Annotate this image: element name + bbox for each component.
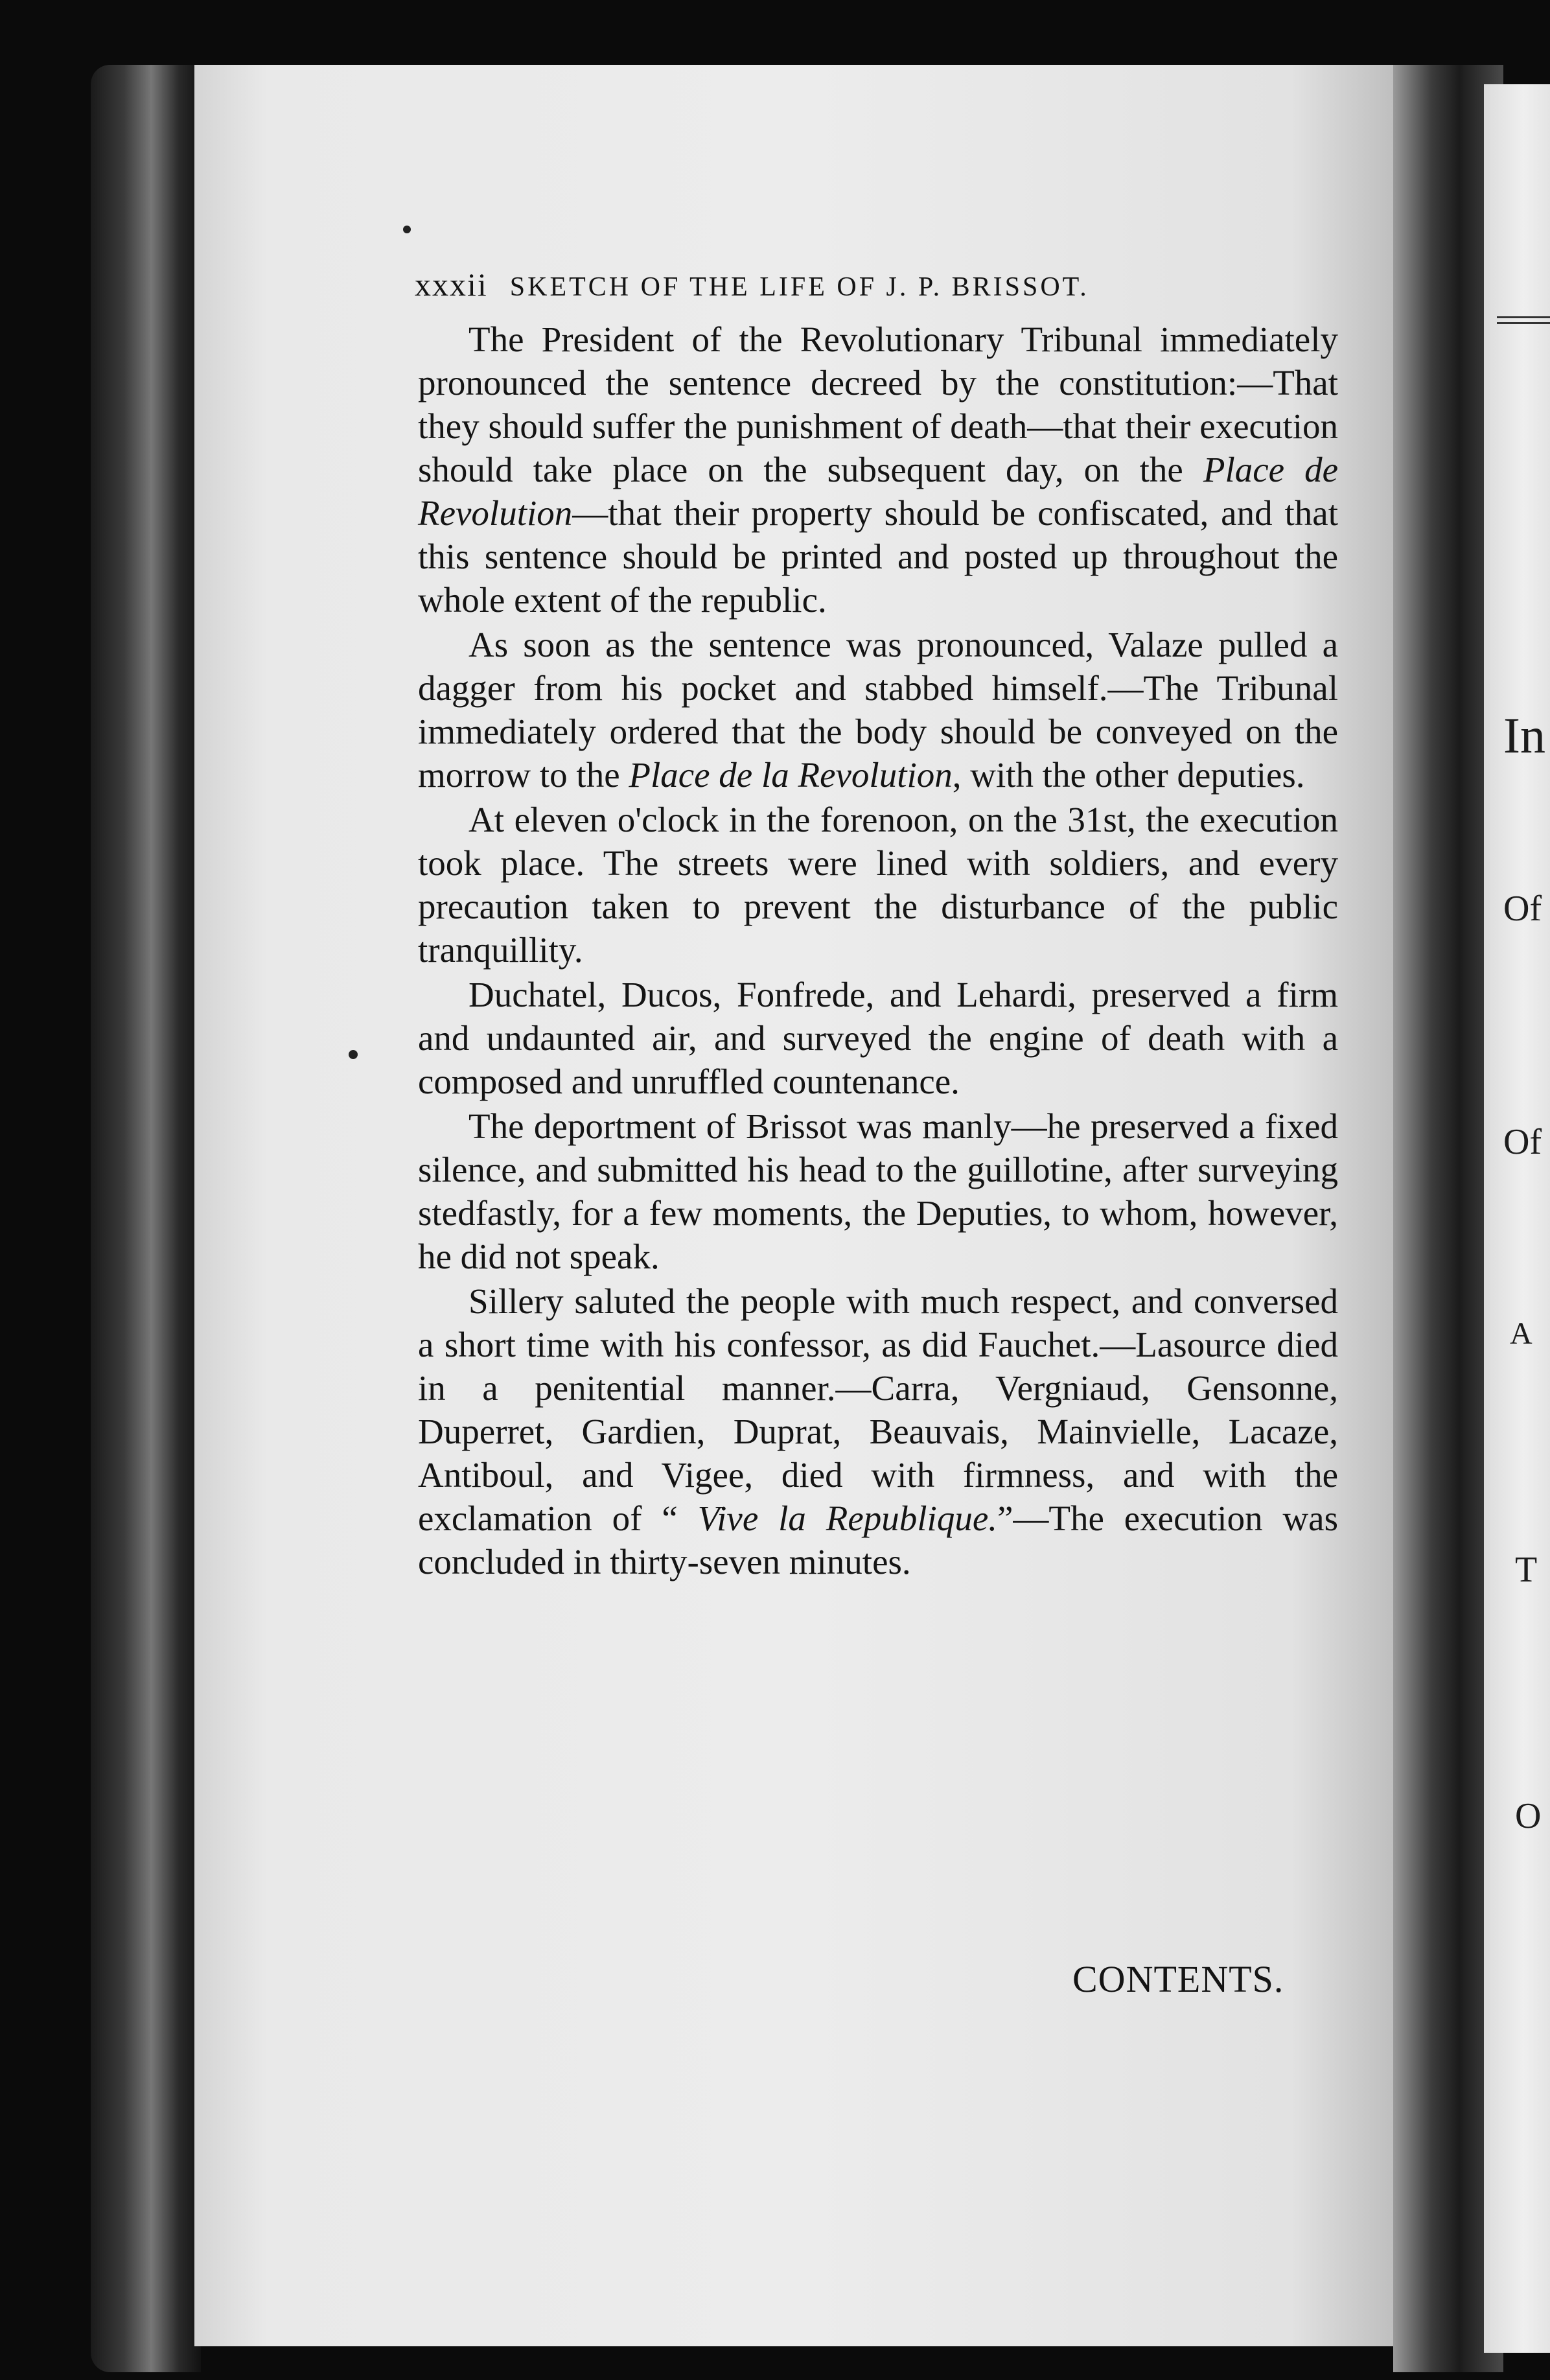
running-header — [415, 266, 1361, 303]
text-run: —that their property should be confiscated, and that this sentence should be printed and posted up throughout the whole extent of the republic. — [418, 493, 1338, 620]
paragraph — [418, 623, 1338, 797]
facing-fragment: A — [1510, 1316, 1533, 1351]
facing-fragment: T — [1515, 1550, 1538, 1590]
text-run: Sillery saluted the people with much respect, and conversed a short time with his confessor, as did Fauchet.—Lasource died in a penitential manner.—Carra, Vergniaud, Gensonne, Duperret, Gardien, Duprat, Beauvais, Mainvielle, Lacaze, Antiboul, and Vigee, died with firmness, and with the exclamation of “ — [418, 1281, 1338, 1538]
text-run: , with the other deputies. — [952, 755, 1305, 795]
catchword: CONTENTS. — [1072, 1958, 1284, 2000]
facing-fragment: Of — [1503, 889, 1542, 929]
body-text — [418, 318, 1338, 1585]
text-run: The President of the Revolutionary Tribunal immediately pronounced the sentence decreed by the constitution:—That they should suffer the punishment of death—that their execution should take place on the subsequent day, on the — [418, 320, 1338, 489]
text-run: As soon as the sentence was pronounced, Valaze pulled a dagger from his pocket and stabbed himself.—The Tribunal immediately ordered that the body should be conveyed on the morrow to the — [418, 625, 1338, 795]
paragraph — [418, 798, 1338, 972]
facing-fragment: In — [1503, 707, 1545, 764]
text-run: The deportment of Brissot was manly—he preserved a fixed silence, and submitted his head to the guillotine, after surveying stedfastly, for a few moments, the Deputies, to whom, however, he did not speak. — [418, 1106, 1338, 1276]
page-number: xxxii — [415, 266, 488, 303]
italic-phrase: Place de Revolution — [418, 450, 1338, 533]
facing-page-rule — [1497, 316, 1550, 324]
running-title: SKETCH OF THE LIFE OF J. P. BRISSOT. — [509, 272, 1089, 302]
paragraph — [418, 1104, 1338, 1278]
paragraph — [418, 318, 1338, 622]
text-run: At eleven o'clock in the forenoon, on the 31st, the execution took place. The streets were lined with soldiers, and every precaution taken to prevent the disturbance of the public tranquillity. — [418, 800, 1338, 970]
italic-phrase: Vive la Republique. — [697, 1499, 997, 1538]
facing-page — [1484, 84, 1550, 2353]
facing-fragment: Of — [1503, 1122, 1542, 1162]
facing-fragment: O — [1515, 1796, 1542, 1836]
text-run: Duchatel, Ducos, Fonfrede, and Lehardi, preserved a firm and undaunted air, and surveyed the engine of death with a composed and unruffled countenance. — [418, 975, 1338, 1101]
paragraph — [418, 1279, 1338, 1583]
italic-phrase: Place de la Revolution — [629, 755, 953, 795]
paragraph — [418, 973, 1338, 1103]
text-run: ”—The execution was concluded in thirty-seven minutes. — [418, 1499, 1338, 1581]
ink-speck — [349, 1050, 358, 1059]
ink-speck — [403, 226, 411, 233]
book-fore-edge — [91, 65, 201, 2372]
